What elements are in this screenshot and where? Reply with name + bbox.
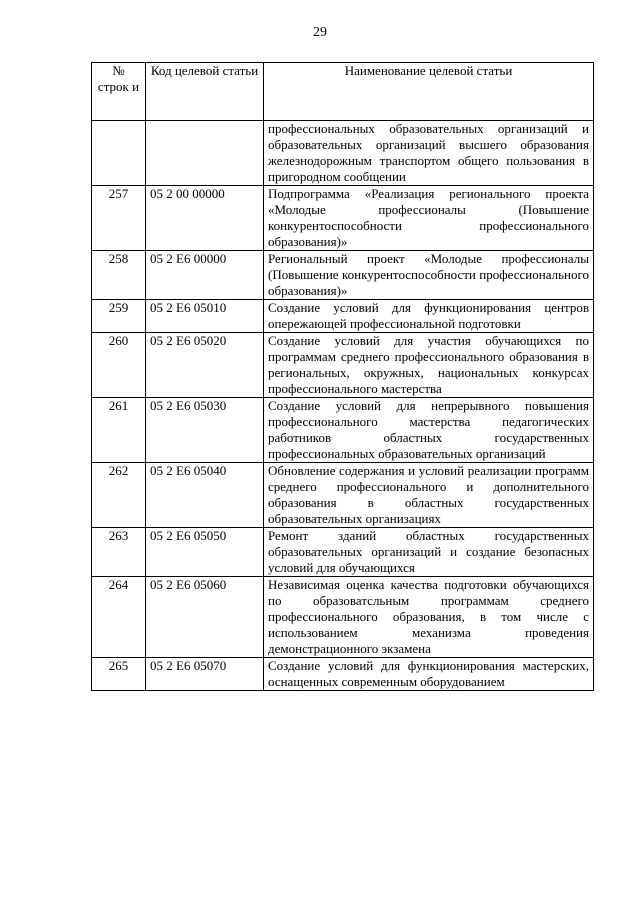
cell-name: Ремонт зданий областных государственных образовательных организаций и создание безопасных условий для обучающихся <box>264 528 594 577</box>
cell-row-number <box>92 121 146 186</box>
table-row <box>92 528 594 577</box>
header-name: Наименование целевой статьи <box>264 63 594 121</box>
cell-name: Региональный проект «Молодые профессионалы (Повышение конкурентоспособности профессионального образования)» <box>264 251 594 300</box>
table-row <box>92 577 594 658</box>
cell-name: Обновление содержания и условий реализации программ среднего профессионального и дополнительного образования в областных государственных образовательных организациях <box>264 463 594 528</box>
table-row <box>92 658 594 691</box>
cell-row-number: 261 <box>92 398 146 463</box>
cell-code: 05 2 Е6 05070 <box>146 658 264 691</box>
cell-row-number: 263 <box>92 528 146 577</box>
cell-name: Подпрограмма «Реализация регионального проекта «Молодые профессионалы (Повышение конкурентоспособности профессионального образования)» <box>264 186 594 251</box>
cell-row-number: 262 <box>92 463 146 528</box>
cell-row-number: 259 <box>92 300 146 333</box>
table-row <box>92 463 594 528</box>
table-header-row <box>92 63 594 121</box>
cell-name: Создание условий для функционирования центров опережающей профессиональной подготовки <box>264 300 594 333</box>
cell-code: 05 2 Е6 05040 <box>146 463 264 528</box>
cell-row-number: 258 <box>92 251 146 300</box>
cell-name: Создание условий для функционирования мастерских, оснащенных современным оборудованием <box>264 658 594 691</box>
table-row <box>92 251 594 300</box>
cell-code <box>146 121 264 186</box>
cell-row-number: 260 <box>92 333 146 398</box>
cell-code: 05 2 00 00000 <box>146 186 264 251</box>
cell-row-number: 265 <box>92 658 146 691</box>
cell-name: профессиональных образовательных организаций и образовательных организаций высшего образования железнодорожным транспортом общего пользования в пригородном сообщении <box>264 121 594 186</box>
cell-code: 05 2 Е6 05060 <box>146 577 264 658</box>
page-number: 29 <box>313 25 327 40</box>
cell-code: 05 2 Е6 00000 <box>146 251 264 300</box>
table-row <box>92 398 594 463</box>
header-code: Код целевой статьи <box>146 63 264 121</box>
header-row-number: № строк и <box>92 63 146 121</box>
table-row <box>92 333 594 398</box>
table-row <box>92 186 594 251</box>
cell-name: Создание условий для непрерывного повышения профессионального мастерства педагогических работников областных государственных профессиональных образовательных организаций <box>264 398 594 463</box>
cell-code: 05 2 Е6 05010 <box>146 300 264 333</box>
cell-row-number: 264 <box>92 577 146 658</box>
cell-name: Независимая оценка качества подготовки обучающихся по образоватсльным программам среднего профессионального образования, в том числе с использованием механизма проведения демонстрационного экзамена <box>264 577 594 658</box>
cell-row-number: 257 <box>92 186 146 251</box>
cell-name: Создание условий для участия обучающихся по программам среднего профессионального образования в региональных, окружных, национальных конкурсах профессионального мастерства <box>264 333 594 398</box>
table-row <box>92 300 594 333</box>
table-row-continuation <box>92 121 594 186</box>
cell-code: 05 2 Е6 05050 <box>146 528 264 577</box>
cell-code: 05 2 Е6 05030 <box>146 398 264 463</box>
target-articles-table <box>91 62 594 691</box>
cell-code: 05 2 Е6 05020 <box>146 333 264 398</box>
